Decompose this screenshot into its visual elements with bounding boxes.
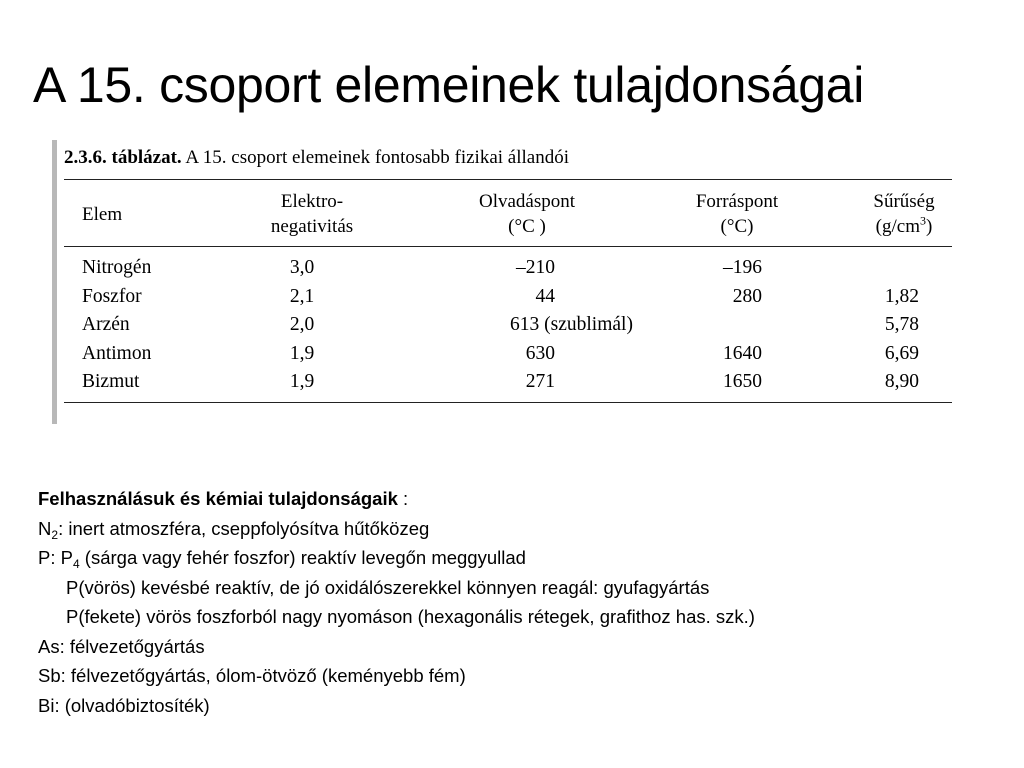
properties-table-figure [52, 140, 964, 424]
cell-density: 1,82 [884, 285, 919, 307]
cell-element: Antimon [82, 342, 152, 364]
header-density-line1: Sűrűség [873, 191, 935, 212]
header-boiling-point [667, 189, 807, 239]
table-header-rule [64, 246, 952, 247]
uses-heading-colon: : [397, 488, 409, 509]
uses-phosphorus: P: $P_4$ (sárga vagy fehér foszfor) reaktív levegőn meggyullad [38, 547, 526, 571]
header-melting-point [457, 189, 597, 239]
cell-density: 8,90 [884, 371, 919, 392]
uses-black-phosphorus: P(fekete) vörös foszforból nagy nyomáson (hexagonális rétegek, grafithoz has. szk.) [66, 606, 755, 627]
table-top-rule [64, 179, 952, 180]
uses-heading [38, 484, 1018, 514]
cell-element: Arzén [82, 314, 130, 335]
table-caption-text: A 15. csoport elemeinek fontosabb fizikai állandói [181, 147, 569, 168]
cell-electronegativity: 2,1 [289, 285, 315, 307]
table-caption-number: 2.3.6. táblázat. [64, 147, 182, 168]
uses-arsenic: As: félvezetőgyártás [38, 635, 205, 657]
header-boiling-point-line2: (°C) [720, 216, 754, 237]
header-electronegativity-line2: negativitás [270, 216, 354, 237]
cell-electronegativity: 1,9 [289, 342, 315, 364]
cell-melting-point: –210 [516, 257, 555, 278]
header-melting-point-line2: (°C ) [508, 216, 546, 237]
table-row [52, 340, 964, 369]
page-title: A 15. csoport elemeinek tulajdonságai [33, 57, 865, 113]
cell-melting-point: 44 [535, 285, 555, 307]
header-element: Elem [82, 204, 123, 225]
uses-nitrogen: $N_2$: inert atmoszféra, cseppfolyósítva hűtőközeg [38, 517, 430, 542]
cell-electronegativity: 3,0 [289, 257, 315, 278]
cell-electronegativity: 2,0 [289, 314, 315, 335]
uses-heading-text: Felhasználásuk és kémiai tulajdonságaik [38, 488, 398, 509]
uses-red-phosphorus: P(vörös) kevésbé reaktív, de jó oxidálószerekkel könnyen reagál: gyufagyártás [66, 576, 710, 598]
header-electronegativity [242, 189, 382, 239]
cell-density: 5,78 [884, 314, 919, 335]
cell-element: Bizmut [82, 371, 140, 392]
cell-boiling-point: 1640 [723, 342, 762, 364]
header-electronegativity-line1: Elektro- [280, 191, 344, 212]
table-body [52, 254, 964, 397]
header-density [852, 189, 956, 239]
cell-element: Nitrogén [82, 257, 152, 278]
uses-section [38, 484, 1018, 720]
table-bottom-rule [64, 402, 952, 403]
uses-bismuth: Bi: (olvadóbiztosíték) [38, 694, 210, 716]
cell-electronegativity: 1,9 [289, 371, 315, 392]
header-melting-point-line1: Olvadáspont [478, 191, 576, 212]
cell-boiling-point: –196 [723, 257, 762, 278]
cell-boiling-point: 280 [732, 285, 762, 307]
uses-antimony: Sb: félvezetőgyártás, ólom-ötvöző (keményebb fém) [38, 665, 466, 686]
cell-boiling-point: 1650 [723, 371, 762, 392]
cell-melting-point: 613 (szublimál) [510, 314, 633, 335]
table-row [52, 283, 964, 312]
header-boiling-point-line1: Forráspont [695, 191, 779, 212]
header-density-line2: $(g/cm^3)$ [875, 213, 933, 237]
table-caption [64, 147, 569, 169]
table-row [52, 254, 964, 283]
table-row [52, 368, 964, 397]
cell-density: 6,69 [884, 342, 919, 364]
cell-element: Foszfor [82, 285, 142, 307]
cell-melting-point: 271 [525, 371, 555, 392]
table-row [52, 311, 964, 340]
cell-melting-point: 630 [525, 342, 555, 364]
